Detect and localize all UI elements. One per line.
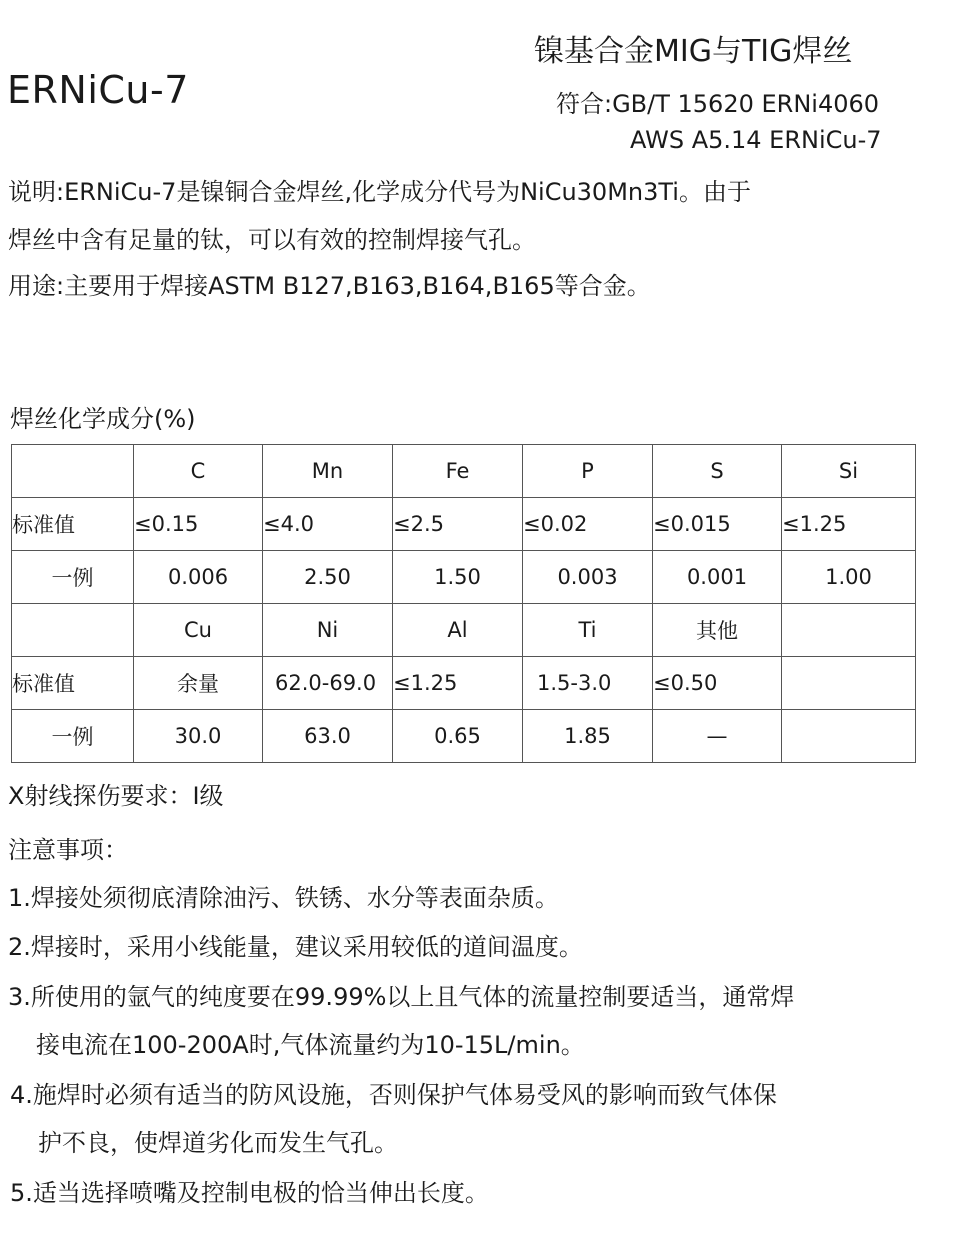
table-cell: Si — [782, 445, 916, 498]
usage-text: 用途:主要用于焊接ASTM B127,B163,B164,B165等合金。 — [8, 272, 651, 300]
note-2: 2.焊接时，采用小线能量，建议采用较低的道间温度。 — [8, 933, 583, 961]
table-cell: Al — [393, 604, 523, 657]
table-cell: 1.00 — [782, 551, 916, 604]
table-row — [12, 551, 916, 604]
description-line-1: 说明:ERNiCu-7是镍铜合金焊丝,化学成分代号为NiCu30Mn3Ti。由于 — [8, 178, 751, 206]
table-row — [12, 604, 916, 657]
table-cell: 其他 — [653, 604, 782, 657]
table-cell: S — [653, 445, 782, 498]
table-cell: Mn — [263, 445, 393, 498]
table-cell — [782, 657, 916, 710]
table-cell — [782, 710, 916, 763]
table-row — [12, 710, 916, 763]
product-title: 镍基合金MIG与TIG焊丝 — [534, 34, 853, 69]
row-label: 一例 — [12, 551, 134, 604]
table-cell: ≤1.25 — [393, 657, 523, 710]
note-1: 1.焊接处须彻底清除油污、铁锈、水分等表面杂质。 — [8, 884, 559, 912]
standard-aws: AWS A5.14 ERNiCu-7 — [630, 126, 882, 154]
table-cell: 62.0-69.0 — [263, 657, 393, 710]
table-row — [12, 657, 916, 710]
row-label: 一例 — [12, 710, 134, 763]
table-cell: 1.85 — [523, 710, 653, 763]
table-cell: Ni — [263, 604, 393, 657]
model-code: ERNiCu-7 — [7, 68, 189, 112]
table-row — [12, 498, 916, 551]
table-cell: ≤1.25 — [782, 498, 916, 551]
table-cell: ≤0.02 — [523, 498, 653, 551]
table-title: 焊丝化学成分(%) — [10, 405, 196, 433]
table-cell: ≤0.015 — [653, 498, 782, 551]
standard-gb: 符合:GB/T 15620 ERNi4060 — [556, 90, 880, 118]
table-cell: Ti — [523, 604, 653, 657]
description-line-2: 焊丝中含有足量的钛，可以有效的控制焊接气孔。 — [8, 226, 536, 254]
note-3-continued: 接电流在100-200A时,气体流量约为10-15L/min。 — [36, 1031, 585, 1059]
note-4-continued: 护不良，使焊道劣化而发生气孔。 — [38, 1129, 398, 1157]
table-cell: ≤0.15 — [134, 498, 263, 551]
row-label: 标准值 — [12, 498, 134, 551]
table-cell: C — [134, 445, 263, 498]
table-cell: ≤4.0 — [263, 498, 393, 551]
table-cell: 0.001 — [653, 551, 782, 604]
table-cell — [782, 604, 916, 657]
table-cell: 1.50 — [393, 551, 523, 604]
note-4: 4.施焊时必须有适当的防风设施，否则保护气体易受风的影响而致气体保 — [10, 1081, 777, 1109]
table-cell: 63.0 — [263, 710, 393, 763]
table-row — [12, 445, 916, 498]
row-label: 标准值 — [12, 657, 134, 710]
table-cell: 30.0 — [134, 710, 263, 763]
table-cell: — — [653, 710, 782, 763]
table-cell: 0.003 — [523, 551, 653, 604]
table-cell: 0.006 — [134, 551, 263, 604]
table-cell: 2.50 — [263, 551, 393, 604]
note-5: 5.适当选择喷嘴及控制电极的恰当伸出长度。 — [10, 1179, 489, 1207]
table-cell: Cu — [134, 604, 263, 657]
table-cell — [12, 445, 134, 498]
chemical-composition-table — [11, 444, 916, 763]
table-cell — [12, 604, 134, 657]
table-cell: P — [523, 445, 653, 498]
table-cell: ≤2.5 — [393, 498, 523, 551]
notes-title: 注意事项： — [8, 836, 128, 864]
table-cell: ≤0.50 — [653, 657, 782, 710]
table-cell: 余量 — [134, 657, 263, 710]
note-3: 3.所使用的氩气的纯度要在99.99%以上且气体的流量控制要适当，通常焊 — [8, 983, 795, 1011]
table-cell: Fe — [393, 445, 523, 498]
table-cell: 1.5-3.0 — [523, 657, 653, 710]
xray-requirement: X射线探伤要求：I级 — [8, 782, 224, 810]
table-cell: 0.65 — [393, 710, 523, 763]
